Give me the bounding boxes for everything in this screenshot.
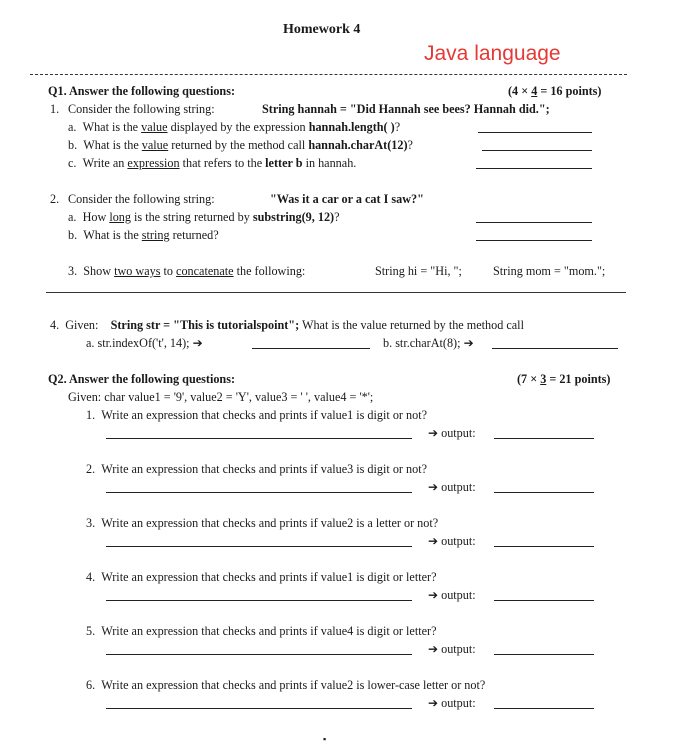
answer-blank[interactable] xyxy=(476,168,592,169)
q1-item4-b: b. str.charAt(8); ➔ xyxy=(383,336,474,350)
answer-line[interactable] xyxy=(106,438,412,439)
solid-divider xyxy=(46,292,626,293)
right-arrow-icon: ➔ xyxy=(428,642,439,656)
q2-question: 4. Write an expression that checks and prints if value1 is digit or letter? xyxy=(86,570,437,584)
answer-line[interactable] xyxy=(106,654,412,655)
answer-line[interactable] xyxy=(106,546,412,547)
q1-item4-a: a. str.indexOf('t', 14); ➔ xyxy=(86,336,203,350)
q1-item1-code: String hannah = "Did Hannah see bees? Hannah did."; xyxy=(262,102,550,116)
output-blank[interactable] xyxy=(494,492,594,493)
output-label: ➔ output: xyxy=(428,480,476,494)
right-arrow-icon: ➔ xyxy=(428,480,439,494)
answer-line[interactable] xyxy=(106,492,412,493)
page-subtitle: Java language xyxy=(424,42,561,65)
answer-blank[interactable] xyxy=(478,132,592,133)
q1-item3: 3. Show two ways to concatenate the following: xyxy=(68,264,306,278)
output-blank[interactable] xyxy=(494,654,594,655)
q2-points: (7 × 3 = 21 points) xyxy=(517,372,611,386)
output-label: ➔ output: xyxy=(428,696,476,710)
q2-question: 1. Write an expression that checks and prints if value1 is digit or not? xyxy=(86,408,428,422)
right-arrow-icon: ➔ xyxy=(428,588,439,602)
q1-item2-num: 2. xyxy=(50,192,60,206)
q1-item1-text: Consider the following string: xyxy=(68,102,215,116)
output-label: ➔ output: xyxy=(428,588,476,602)
q1-item3-code1: String hi = "Hi, "; xyxy=(375,264,462,278)
q1-item2-a: a. How long is the string returned by substring(9, 12)? xyxy=(68,210,340,224)
output-blank[interactable] xyxy=(494,708,594,709)
output-label: ➔ output: xyxy=(428,534,476,548)
q1-heading: Q1. Answer the following questions: xyxy=(48,84,236,98)
q1-item2-text: Consider the following string: xyxy=(68,192,215,206)
output-blank[interactable] xyxy=(494,546,594,547)
right-arrow-icon: ➔ xyxy=(428,534,439,548)
answer-blank[interactable] xyxy=(476,240,592,241)
answer-blank[interactable] xyxy=(252,348,370,349)
q1-item1-c: c. Write an expression that refers to the letter b in hannah. xyxy=(68,156,357,170)
output-blank[interactable] xyxy=(494,438,594,439)
answer-line[interactable] xyxy=(106,708,412,709)
q1-item1-a: a. What is the value displayed by the expression hannah.length( )? xyxy=(68,120,401,134)
q2-question: 3. Write an expression that checks and prints if value2 is a letter or not? xyxy=(86,516,439,530)
answer-blank[interactable] xyxy=(492,348,618,349)
q1-item3-code2: String mom = "mom."; xyxy=(493,264,606,278)
right-arrow-icon: ➔ xyxy=(428,426,439,440)
page-title: Homework 4 xyxy=(283,22,361,37)
output-label: ➔ output: xyxy=(428,642,476,656)
q2-question: 6. Write an expression that checks and prints if value2 is lower-case letter or not? xyxy=(86,678,486,692)
q2-question: 2. Write an expression that checks and prints if value3 is digit or not? xyxy=(86,462,428,476)
q2-question: 5. Write an expression that checks and prints if value4 is digit or letter? xyxy=(86,624,437,638)
answer-blank[interactable] xyxy=(476,222,592,223)
q1-points: (4 × 4 = 16 points) xyxy=(508,84,602,98)
q2-given: Given: char value1 = '9', value2 = 'Y', value3 = ' ', value4 = '*'; xyxy=(68,390,374,404)
right-arrow-icon: ➔ xyxy=(463,336,474,350)
dashed-divider xyxy=(30,74,627,75)
right-arrow-icon: ➔ xyxy=(192,336,203,350)
q1-item2-code: "Was it a car or a cat I saw?" xyxy=(270,192,424,206)
output-label: ➔ output: xyxy=(428,426,476,440)
q1-item1-num: 1. xyxy=(50,102,60,116)
footer-dot: ▪ xyxy=(323,734,327,744)
q2-heading: Q2. Answer the following questions: xyxy=(48,372,236,386)
q1-item1-b: b. What is the value returned by the method call hannah.charAt(12)? xyxy=(68,138,413,152)
right-arrow-icon: ➔ xyxy=(428,696,439,710)
q1-item4: 4. Given: String str = "This is tutorialspoint"; What is the value returned by the method call xyxy=(50,318,524,332)
q1-item2-b: b. What is the string returned? xyxy=(68,228,219,242)
output-blank[interactable] xyxy=(494,600,594,601)
answer-line[interactable] xyxy=(106,600,412,601)
answer-blank[interactable] xyxy=(482,150,592,151)
